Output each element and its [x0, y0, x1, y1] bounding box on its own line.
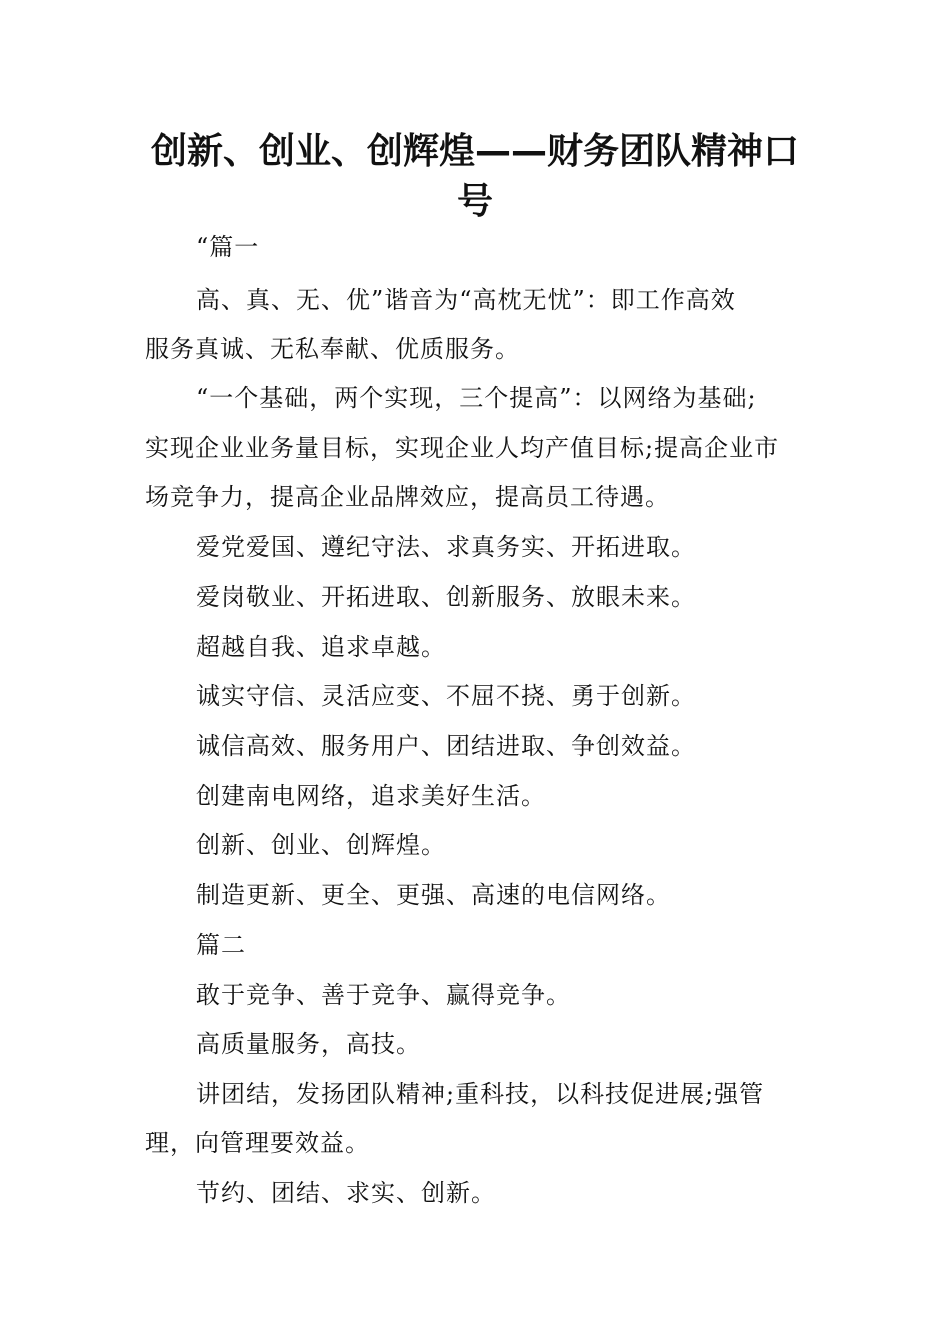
text-line: “篇一	[196, 233, 260, 261]
text-line: 诚信高效、服务用户、团结进取、争创效益。	[196, 732, 696, 760]
text-line: 制造更新、更全、更强、高速的电信网络。	[196, 881, 671, 909]
text-line: 高、真、无、优”谐音为“高枕无忧”：即工作高效	[196, 286, 736, 314]
text-line: 场竞争力，提高企业品牌效应，提高员工待遇。	[145, 483, 670, 511]
text-line: “一个基础，两个实现，三个提高”：以网络为基础;	[196, 384, 757, 412]
text-line: 服务真诚、无私奉献、优质服务。	[145, 335, 520, 363]
text-line: 实现企业业务量目标，实现企业人均产值目标;提高企业市	[145, 434, 780, 462]
text-line: 爱党爱国、遵纪守法、求真务实、开拓进取。	[196, 533, 696, 561]
text-line: 理，向管理要效益。	[145, 1129, 370, 1157]
document-title-line-2: 号	[456, 181, 493, 222]
text-line: 超越自我、追求卓越。	[196, 633, 446, 661]
section-heading: 篇二	[196, 931, 246, 959]
text-line: 讲团结，发扬团队精神;重科技，以科技促进展;强管	[196, 1080, 765, 1108]
text-line: 敢于竞争、善于竞争、赢得竞争。	[196, 981, 571, 1009]
document-title-line-1: 创新、创业、创辉煌——财务团队精神口	[150, 131, 799, 172]
text-line: 爱岗敬业、开拓进取、创新服务、放眼未来。	[196, 583, 696, 611]
text-line: 高质量服务，高技。	[196, 1030, 421, 1058]
text-line: 诚实守信、灵活应变、不屈不挠、勇于创新。	[196, 682, 696, 710]
text-line: 节约、团结、求实、创新。	[196, 1179, 496, 1207]
text-line: 创建南电网络，追求美好生活。	[196, 782, 546, 810]
text-line: 创新、创业、创辉煌。	[196, 831, 446, 859]
